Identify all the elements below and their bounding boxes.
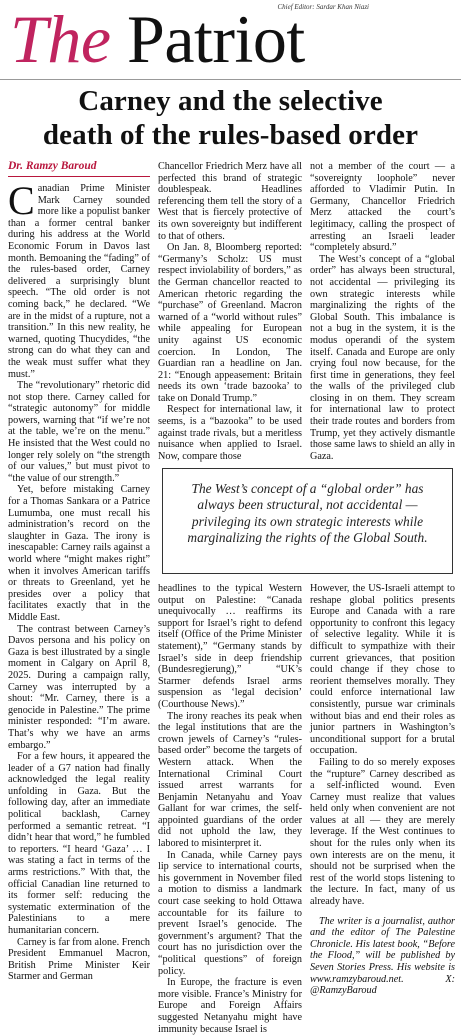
paragraph: not a member of the court — a “sovereignty loophole” never afforded to Vladimir Putin. In Germany, Chancellor Friedrich Merz attacked the court’s legitimacy, calling the prospect of arresting an Israeli leader “completely absurd.” [310,161,455,254]
headline-line-1: Carney and the selective [78,85,383,117]
article-column-3-top [310,161,455,469]
paragraph: Failing to do so merely exposes the “rupture” Carney described as a self-inflicted wound. Even Carney must realize that values held only when convenient are not values at all — they are merely leverage. If the West continues to shout for the rules only when its own interests are on the menu, it should not be surprised when the rest of the world stops listening to the lecture. In fact, many of us already have. [310,756,455,908]
title-the: The [10,1,111,77]
author-bio: The writer is a journalist, author and the editor of The Palestine Chronicle. His latest book, “Before the Flood,” will be published by Seven Stories Press. His website is www.ramzybaroud.net. X: @RamzyBaroud [310,915,455,997]
paragraph: Chancellor Friedrich Merz have all perfected this brand of strategic doublespeak. Headlines referencing them tell the story of a West that is fiercely protective of its own sovereignty but indifferent to that of others. [158,161,302,242]
paragraph: However, the US-Israeli attempt to reshape global politics presents Europe and Canada with a rare opportunity to confront this legacy of selective legality. While it is difficult to sympathize with their current grievances, that position could change if they chose to reorient themselves morally. They could enforce international law consistently, pursue war criminals without bias and end their roles as junior partners in Washington’s unconditional support for a brutal occupation. [310,583,455,757]
paragraph: In Canada, while Carney pays lip service to international courts, his government in November filed a motion to dismiss a landmark court case seeking to hold Ottawa accountable for its failure to prevent Israel’s genocide. The government’s argument? That the court has no jurisdiction over the “political questions” of foreign policy. [158,849,302,977]
article-column-2-top [158,161,302,469]
paragraph: In Europe, the fracture is even more visible. France’s Ministry for Europe and Foreign Affairs suggested Netanyahu might have immunity because Israel is [158,977,302,1035]
headline [0,84,461,152]
masthead [0,0,461,78]
drop-cap: C [8,178,35,223]
paragraph: The “revolutionary” rhetoric did not stop there. Carney called for “strategic autonomy” for middle powers, warning that “if we’re not at the table, we’re on the menu.” He insisted that the West could no longer rely solely on “the strength of our values,” but must pivot to “the value of our strength.” [8,380,150,484]
title-patriot: Patriot [127,1,305,77]
paragraph: The West’s concept of a “global order” has always been structural, not accidental — privileging its own strategic interests while marginalizing the rights of the Global South. This imbalance is not a bug in the system, it is the modus operandi of the system itself. Canada and Europe are only crying foul now because, for the first time in generations, they feel the walls of the privileged club closing in on them. They scream for international law to protect their trade routes and borders from Trump, yet they actively dismantle those same laws to shield an ally in Gaza. [310,253,455,462]
paragraph: The irony reaches its peak when the legal institutions that are the crown jewels of Carney’s “rules-based order” become the targets of Western attack. When the International Criminal Court issued arrest warrants for Benjamin Netanyahu and Yoav Gallant for war crimes, the self-appointed guardians of the order did not uphold the law, they labored to misinterpret it. [158,710,302,850]
paragraph: For a few hours, it appeared the leader of a G7 nation had finally acknowledged the legal reality unfolding in Gaza. But the following day, after an immediate political backlash, Carney performed a semantic retreat. “I didn’t hear that word,” he fumbled to reporters. “I heard ‘Gaza’ … I was stating a fact in terms of the arms restrictions.” With that, the official Canadian line returned to its former self: reducing the systematic extermination of the Palestinians to a mere humanitarian concern. [8,751,150,936]
newspaper-title [10,2,305,76]
article-column-2-bottom [158,583,302,1035]
masthead-divider [0,79,461,80]
paragraph: The contrast between Carney’s Davos persona and his policy on Gaza is best illustrated by a single moment in Calgary on April 8, 2025. During a campaign rally, Carney was interrupted by a shout: “Mr. Carney, there is a genocide in Palestine.” The prime minister responded: “I’m aware. That’s why we have an arms embargo.” [8,623,150,751]
pull-quote: The West’s concept of a “global order” has always been structural, not accidental — privileging its own strategic interests while marginalizing the rights of the Global South. [162,468,453,574]
paragraph: Yet, before mistaking Carney for a Thomas Sankara or a Patrice Lumumba, one must recall his administration’s record on the slaughter in Gaza. The irony is inescapable: Carney rails against a world where “might makes right” when it involves American tariffs or threats to Greenland, yet he presides over a policy that facilitates exactly that in the Middle East. [8,484,150,623]
paragraph: headlines to the typical Western output on Palestine: “Canada unequivocally … reaffirms its support for Israel’s right to defend itself (Office of the Prime Minister statement),” “Germany stands by Israel’s side in deep friendship (Bundesregierung),” “UK’s Starmer defends Israel arms suspension as ‘legal decision’ (Courthouse News).” [158,583,302,710]
article-column-1 [8,178,150,1021]
paragraph: Respect for international law, it seems, is a “bazooka” to be used against trade rivals, but a meritless nuisance when applied to Israel. Now, compare those [158,404,302,462]
paragraph: On Jan. 8, Bloomberg reported: “Germany’s Scholz: US must respect inviolability of borders,” as the German chancellor reacted to American rhetoric regarding the “purchase” of Greenland. Macron warned of a “world without rules” while appealing for European unity against US economic coercion. In London, The Guardian ran a headline on Jan. 21: “Enough appeasement: Britain needs its own ‘trade bazooka’ to take on Donald Trump.” [158,242,302,404]
editor-credit: Chief Editor: Sardar Khan Niazi [277,3,369,11]
paragraph: Carney is far from alone. French President Emmanuel Macron, British Prime Minister Keir Starmer and German [8,936,150,983]
byline-underline [8,176,150,177]
article-column-3-bottom [310,583,455,1021]
byline: Dr. Ramzy Baroud [8,160,97,172]
headline-line-2: death of the rules-based order [42,119,419,151]
paragraph: Canadian Prime Minister Mark Carney sounded more like a populist banker than a former central banker during his address at the World Economic Forum in Davos last month. Bemoaning the “fading” of the rules-based order, Carney delivered a surprisingly blunt speech. “The old order is not coming back,” he declared. “We are in the midst of a rupture, not a transition.” In this new reality, he warned, quoting Thucydides, “the strong can do what they can and the weak must suffer what they must.” [8,178,150,380]
